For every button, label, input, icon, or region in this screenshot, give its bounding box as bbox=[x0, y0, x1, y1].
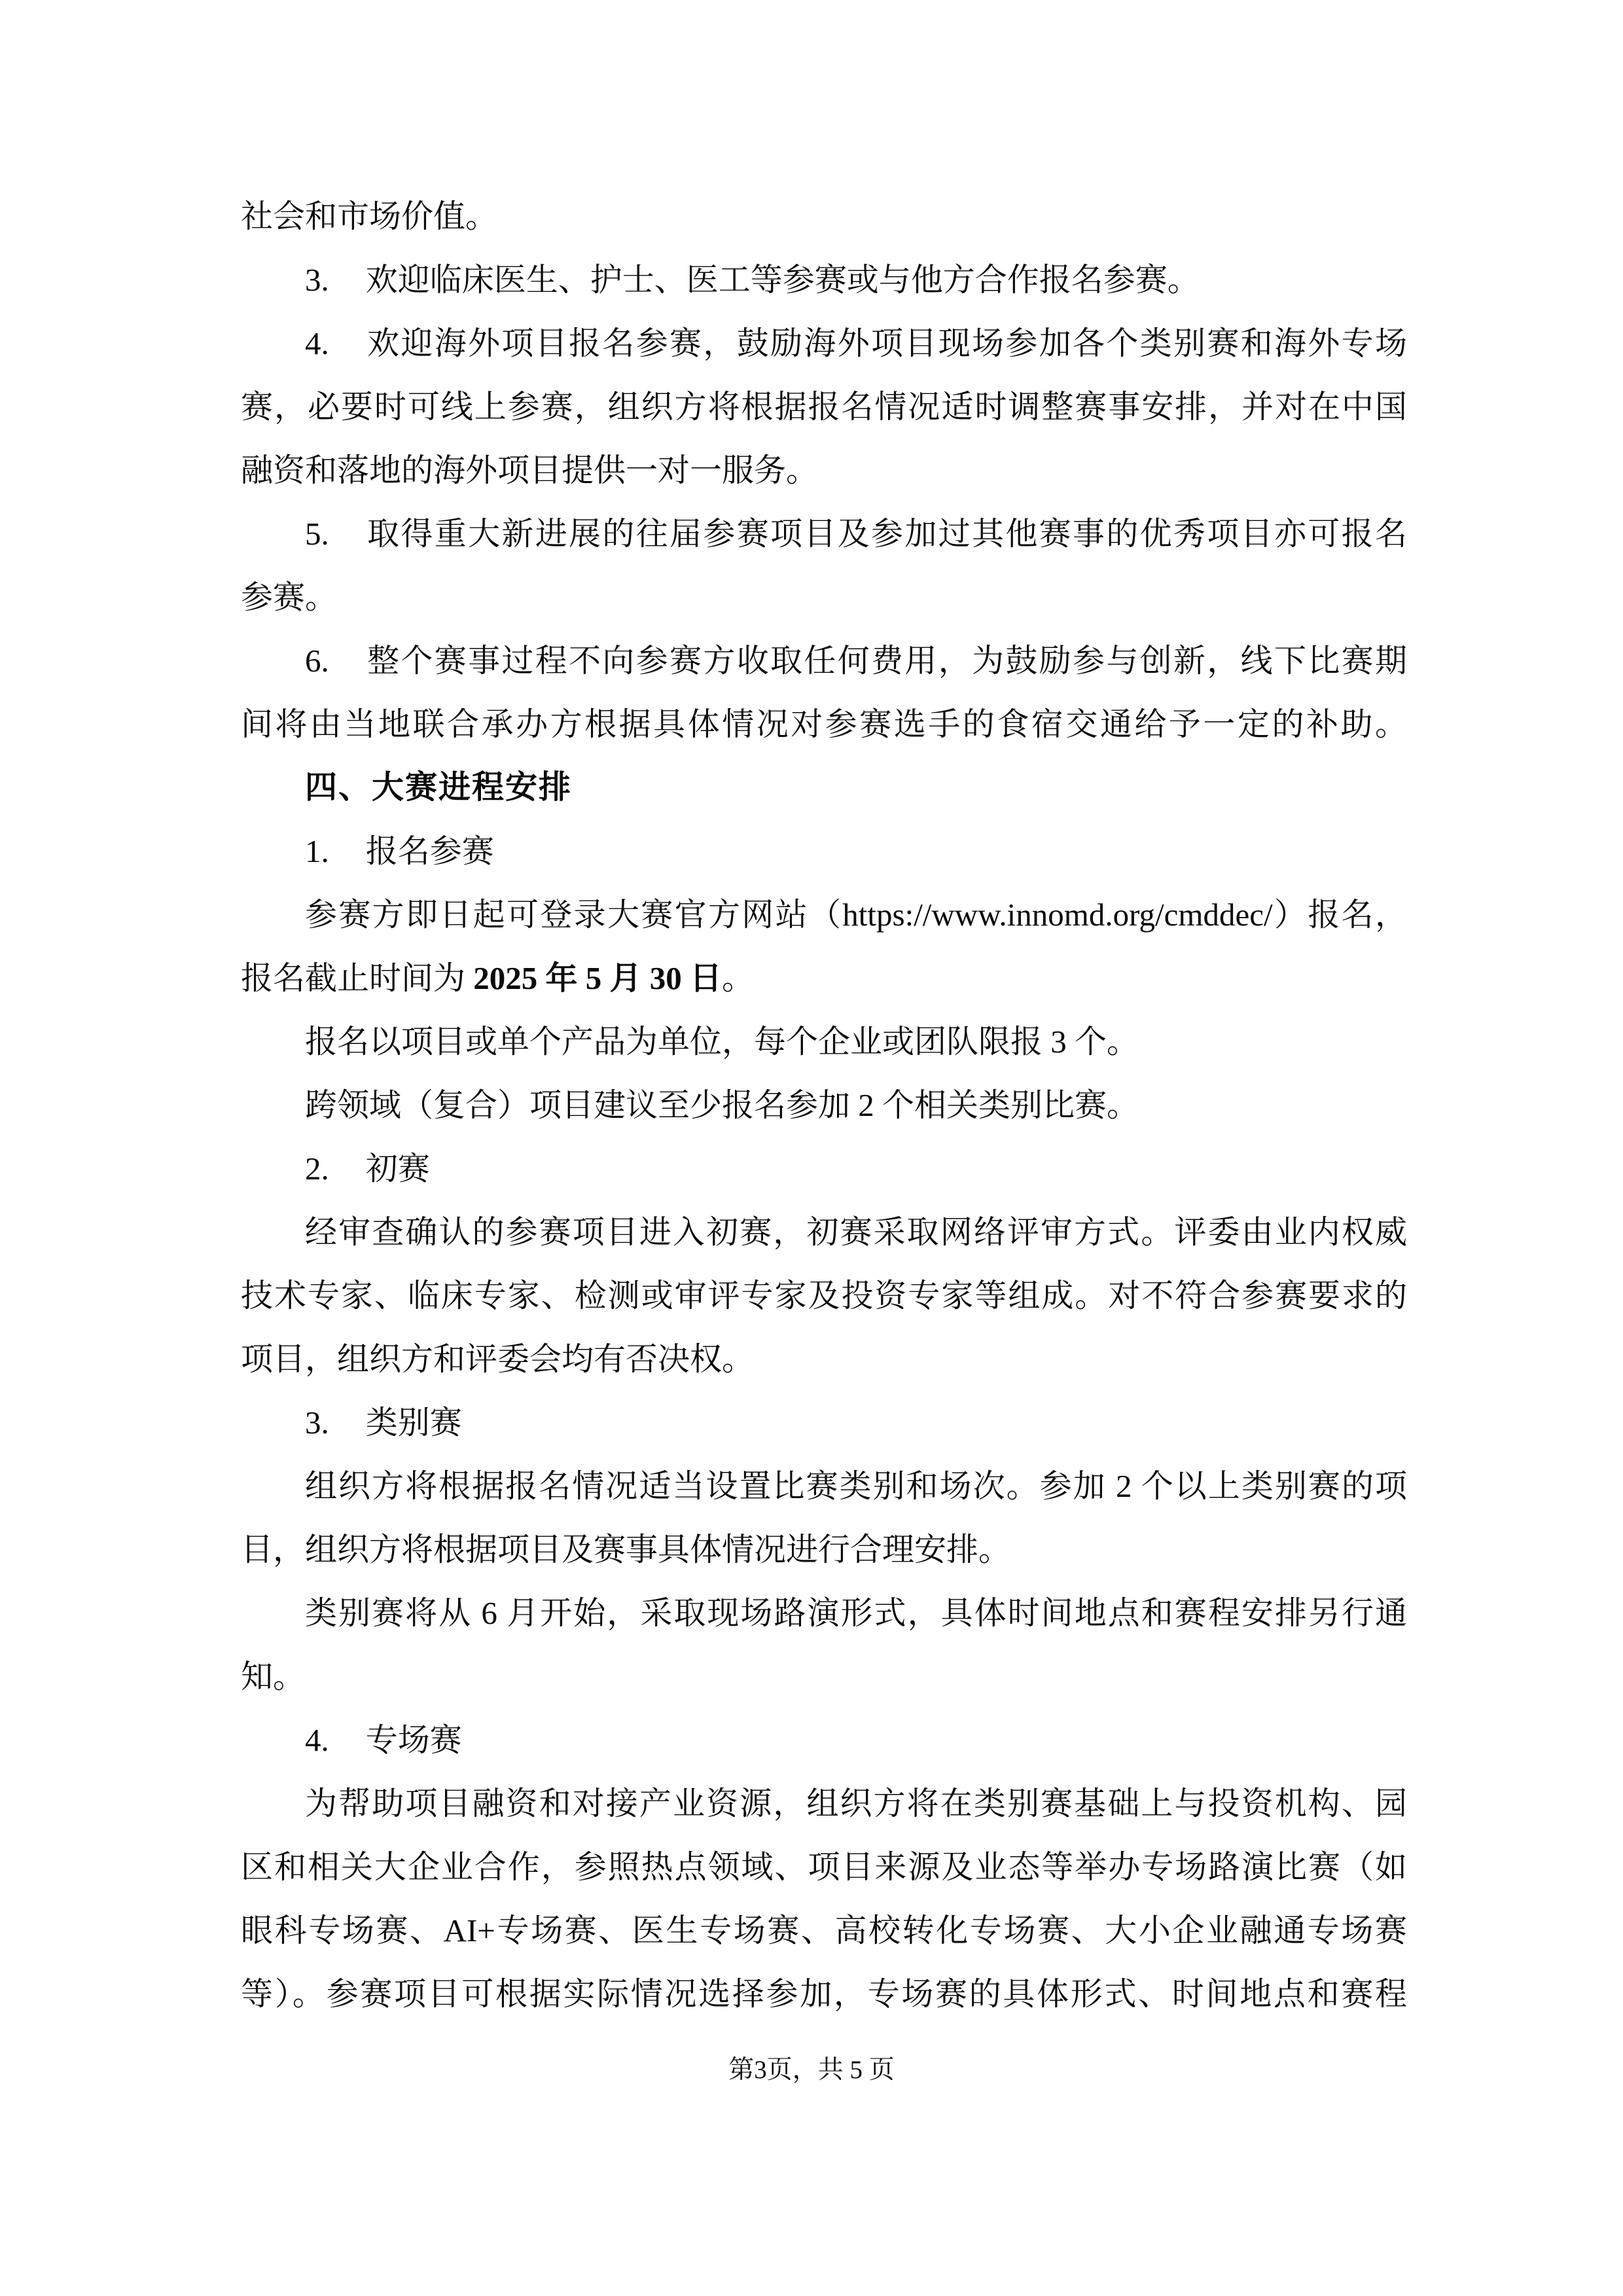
text-line bbox=[241, 946, 1407, 1010]
paragraph bbox=[241, 185, 1407, 248]
text-run: 等）。参赛项目可根据实际情况选择参加，专场赛的具体形式、时间地点和赛程 bbox=[241, 1976, 1407, 2012]
text-run: 眼科专场赛、AI+专场赛、医生专场赛、高校转化专场赛、大小企业融通专场赛 bbox=[241, 1912, 1407, 1948]
text-line bbox=[241, 1327, 1407, 1391]
list-item bbox=[241, 819, 1407, 883]
text-line bbox=[241, 692, 1407, 756]
item-number: 4. bbox=[305, 325, 329, 361]
text-run: 初赛 bbox=[365, 1151, 430, 1187]
item-number: 3. bbox=[305, 1405, 329, 1441]
list-item bbox=[241, 1708, 1407, 1772]
text-run: 专场赛 bbox=[365, 1722, 462, 1758]
text-run: 经审查确认的参赛项目进入初赛，初赛采取网络评审方式。评委由业内权威 bbox=[305, 1214, 1407, 1250]
text-line bbox=[241, 1137, 1407, 1200]
text-line bbox=[241, 248, 1407, 312]
document-body bbox=[241, 185, 1407, 2026]
text-run: 技术专家、临床专家、检测或审评专家及投资专家等组成。对不符合参赛要求的 bbox=[241, 1278, 1407, 1314]
paragraph bbox=[241, 1010, 1407, 1073]
text-run: 为帮助项目融资和对接产业资源，组织方将在类别赛基础上与投资机构、园 bbox=[305, 1785, 1407, 1821]
item-number: 6. bbox=[305, 643, 329, 679]
text-run: 报名以项目或单个产品为单位，每个企业或团队限报 3 个。 bbox=[305, 1024, 1139, 1060]
text-line bbox=[241, 1010, 1407, 1073]
text-run: 类别赛将从 6 月开始，采取现场路演形式，具体时间地点和赛程安排另行通 bbox=[305, 1595, 1407, 1631]
paragraph bbox=[241, 1581, 1407, 1708]
text-run: 报名截止时间为 bbox=[241, 960, 474, 996]
text-line bbox=[241, 502, 1407, 565]
text-run: 报名参赛 bbox=[365, 833, 494, 869]
text-line bbox=[241, 185, 1407, 248]
item-number: 1. bbox=[305, 833, 329, 869]
paragraph bbox=[241, 883, 1407, 1010]
list-item bbox=[241, 1391, 1407, 1454]
item-number: 5. bbox=[305, 516, 329, 552]
text-run: 。 bbox=[722, 960, 755, 996]
text-line bbox=[241, 1772, 1407, 1835]
text-run: 项目，组织方和评委会均有否决权。 bbox=[241, 1341, 755, 1377]
list-item bbox=[241, 502, 1407, 629]
text-run: 四、大赛进程安排 bbox=[305, 770, 573, 805]
text-run: 欢迎海外项目报名参赛，鼓励海外项目现场参加各个类别赛和海外专场 bbox=[365, 325, 1407, 361]
paragraph bbox=[241, 1073, 1407, 1137]
text-run: 参赛方即日起可登录大赛官方网站（ bbox=[305, 897, 843, 933]
text-run: ）报名， bbox=[1272, 897, 1407, 933]
paragraph bbox=[241, 1200, 1407, 1391]
text-line bbox=[241, 1454, 1407, 1518]
text-line bbox=[241, 1899, 1407, 1962]
text-line bbox=[241, 1962, 1407, 2026]
text-run: 区和相关大企业合作，参照热点领域、项目来源及业态等举办专场路演比赛（如 bbox=[241, 1849, 1407, 1885]
list-item bbox=[241, 1137, 1407, 1200]
text-line bbox=[241, 439, 1407, 502]
item-number: 4. bbox=[305, 1722, 329, 1758]
text-run: 取得重大新进展的往届参赛项目及参加过其他赛事的优秀项目亦可报名 bbox=[365, 516, 1407, 552]
text-line bbox=[241, 1391, 1407, 1454]
text-run: 赛，必要时可线上参赛，组织方将根据报名情况适时调整赛事安排，并对在中国 bbox=[241, 389, 1407, 425]
item-number: 2. bbox=[305, 1151, 329, 1187]
text-line bbox=[241, 1073, 1407, 1137]
competition-website-url: https://www.innomd.org/cmddec/ bbox=[842, 897, 1273, 933]
text-run: 社会和市场价值。 bbox=[241, 198, 498, 234]
text-run: 整个赛事过程不向参赛方收取任何费用，为鼓励参与创新，线下比赛期 bbox=[365, 643, 1407, 679]
text-run: 知。 bbox=[241, 1659, 306, 1695]
text-line bbox=[241, 1708, 1407, 1772]
text-run: 组织方将根据报名情况适当设置比赛类别和场次。参加 2 个以上类别赛的项 bbox=[305, 1468, 1407, 1504]
text-line bbox=[241, 1645, 1407, 1708]
text-line bbox=[241, 1518, 1407, 1581]
deadline-date-bold: 2025 年 5 月 30 日 bbox=[473, 960, 722, 996]
paragraph bbox=[241, 1772, 1407, 2026]
section-heading-line bbox=[241, 756, 1407, 819]
text-line bbox=[241, 883, 1407, 946]
page-footer bbox=[0, 2052, 1623, 2089]
text-line bbox=[241, 819, 1407, 883]
text-line bbox=[241, 565, 1407, 629]
text-line bbox=[241, 1581, 1407, 1645]
list-item bbox=[241, 248, 1407, 312]
page-number-label: 第3页，共 5 页 bbox=[728, 2056, 895, 2084]
text-line bbox=[241, 312, 1407, 375]
text-run: 间将由当地联合承办方根据具体情况对参赛选手的食宿交通给予一定的补助。 bbox=[241, 706, 1407, 742]
paragraph bbox=[241, 1454, 1407, 1581]
text-run: 欢迎临床医生、护士、医工等参赛或与他方合作报名参赛。 bbox=[365, 262, 1200, 298]
text-run: 参赛。 bbox=[241, 579, 338, 615]
text-line bbox=[241, 1835, 1407, 1899]
list-item bbox=[241, 629, 1407, 756]
text-line bbox=[241, 375, 1407, 439]
text-run: 类别赛 bbox=[365, 1405, 462, 1441]
text-line bbox=[241, 1264, 1407, 1327]
text-run: 融资和落地的海外项目提供一对一服务。 bbox=[241, 452, 819, 488]
text-run: 目，组织方将根据项目及赛事具体情况进行合理安排。 bbox=[241, 1532, 1011, 1568]
text-line bbox=[241, 1200, 1407, 1264]
text-line bbox=[241, 629, 1407, 692]
item-number: 3. bbox=[305, 262, 329, 298]
list-item bbox=[241, 312, 1407, 502]
section-heading bbox=[241, 756, 1407, 819]
text-run: 跨领域（复合）项目建议至少报名参加 2 个相关类别比赛。 bbox=[305, 1087, 1139, 1123]
